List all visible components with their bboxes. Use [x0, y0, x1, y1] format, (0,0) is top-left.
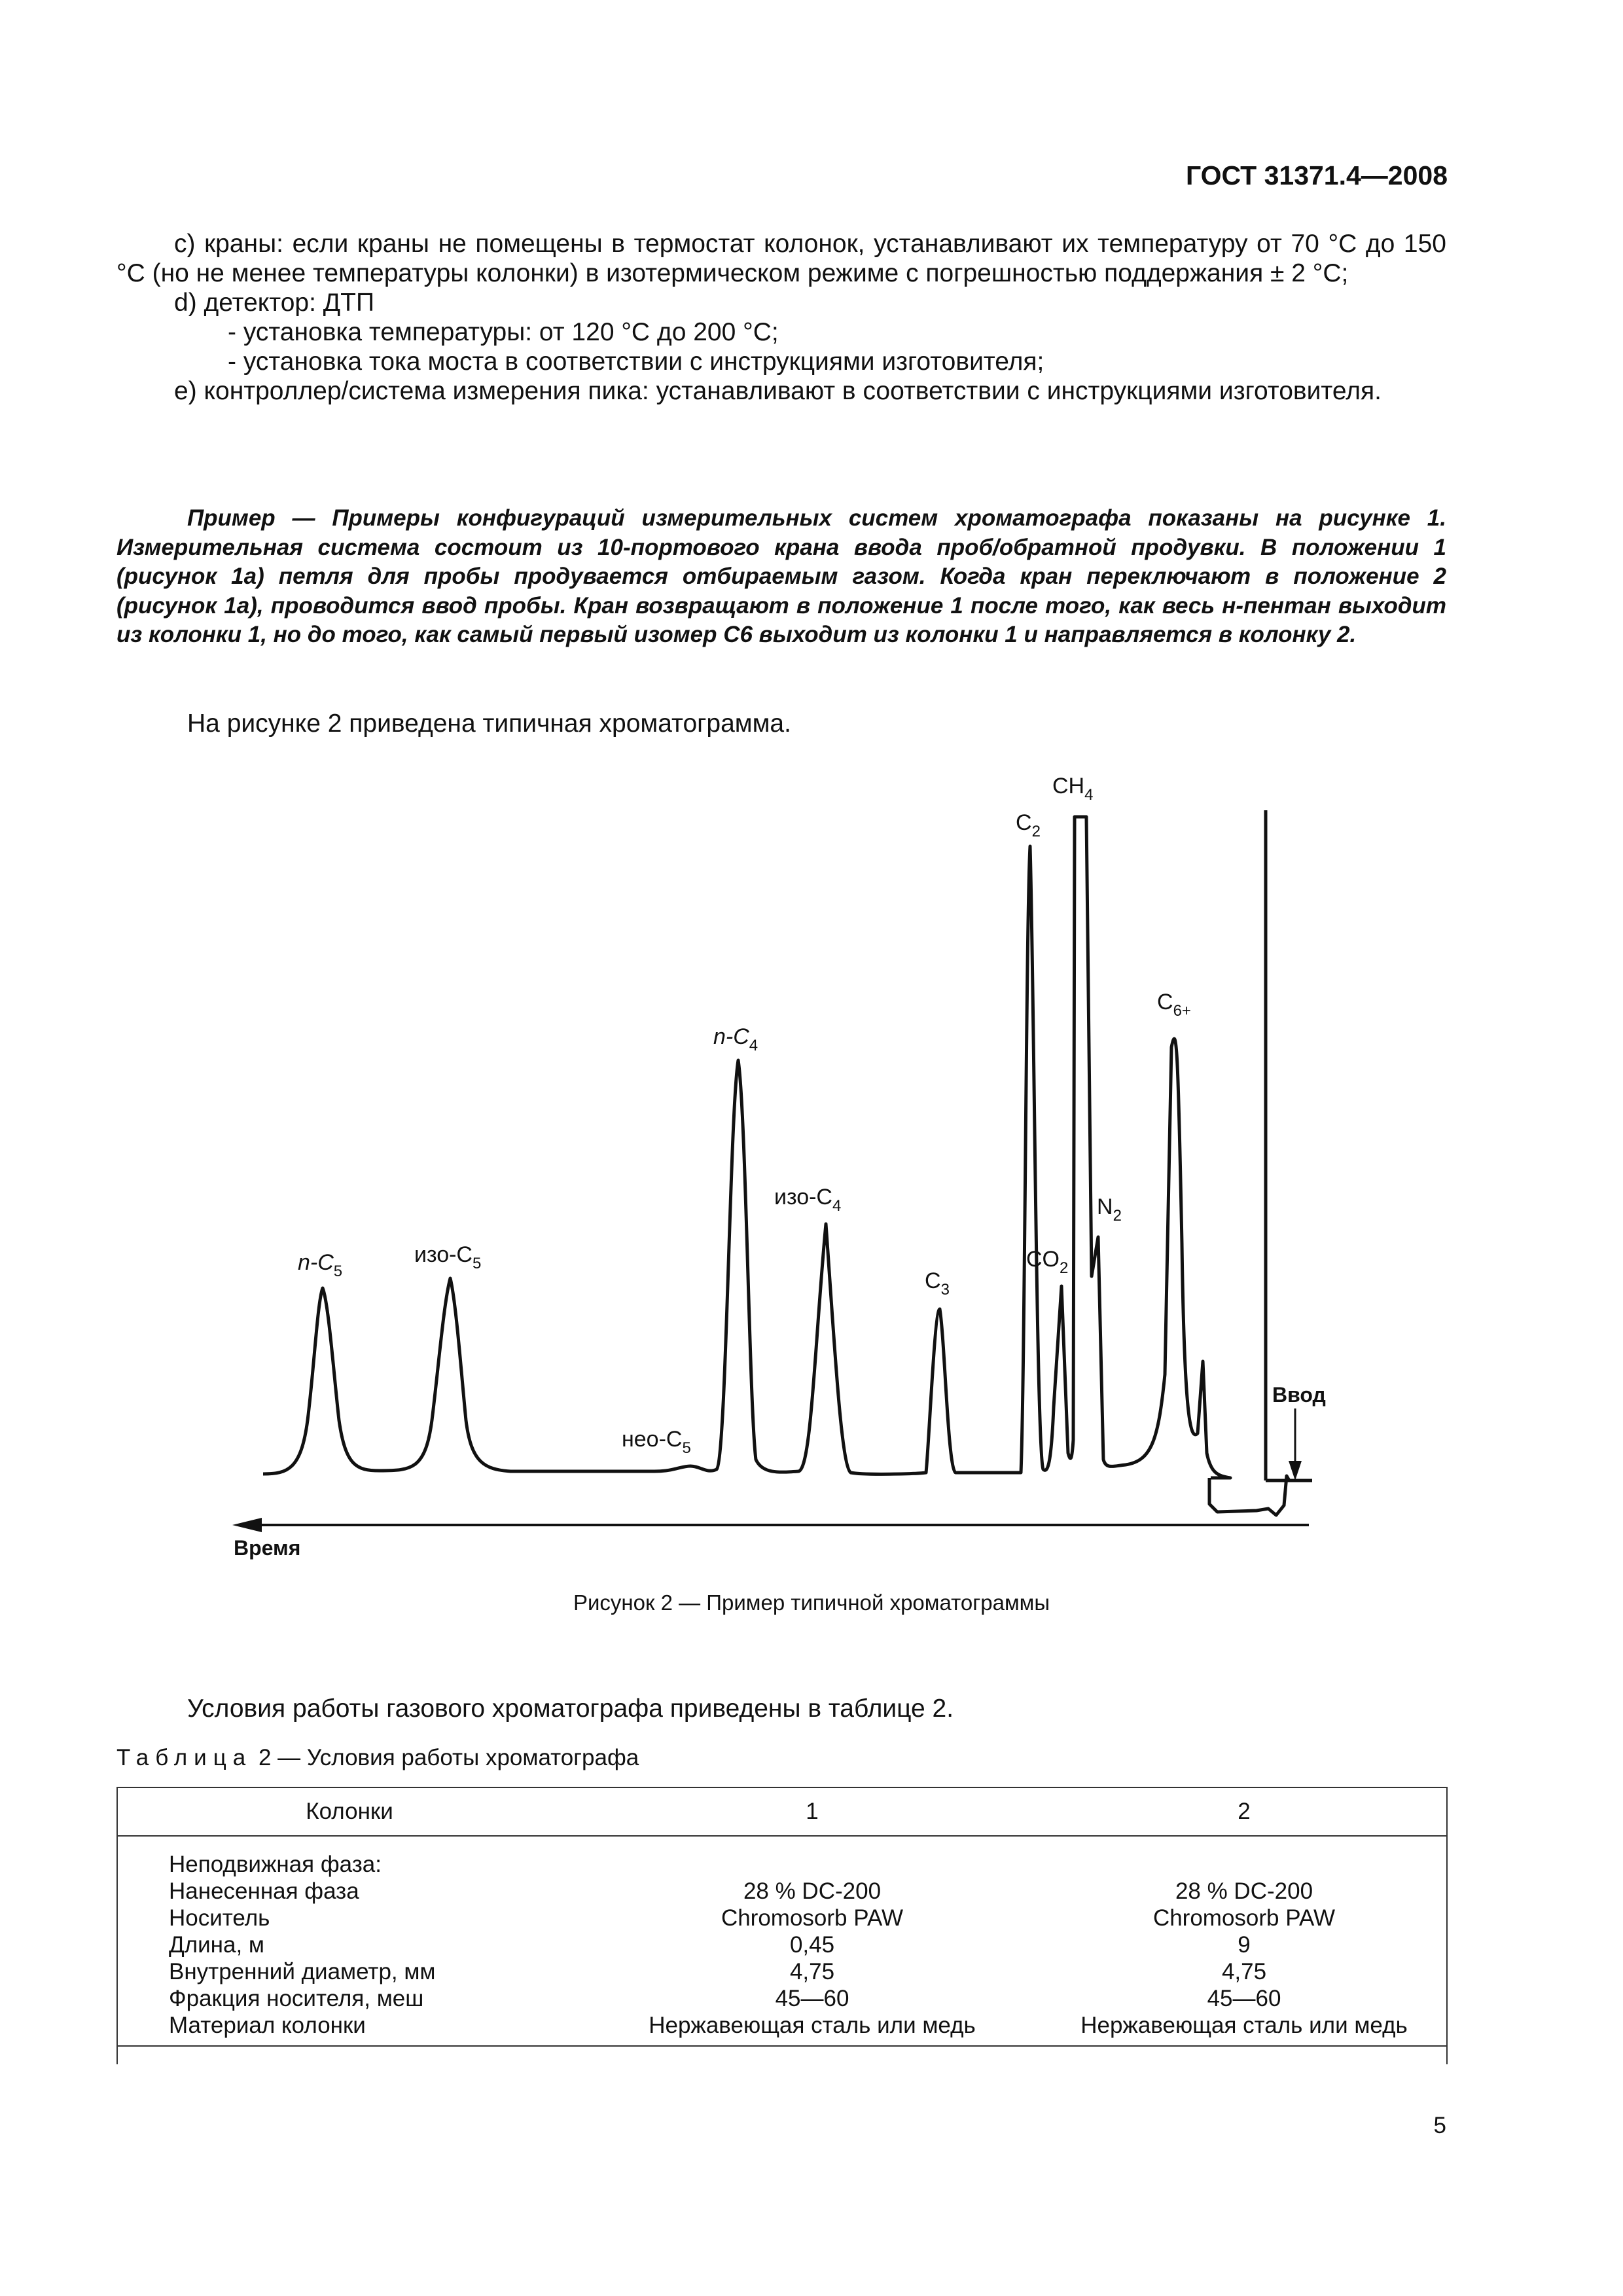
table-title-prefix: Таблица [116, 1745, 253, 1770]
table-title-text: 2 — Условия работы хроматографа [258, 1745, 639, 1770]
column-2-values [1042, 1836, 1446, 2046]
cell-value [1042, 1851, 1446, 1878]
cell-value: 45—60 [1207, 1986, 1281, 2011]
header-column-2: 2 [1042, 1787, 1446, 1836]
cell-value: Chromosorb PAW [721, 1905, 904, 1931]
cell-value: 9 [1238, 1932, 1251, 1958]
table-intro: Условия работы газового хроматографа приведены в таблице 2. [187, 1695, 954, 1723]
cell-value: 28 % DC-200 [1175, 1878, 1313, 1904]
header-columns: Колонки [116, 1787, 582, 1836]
table-header-row [116, 1787, 1446, 1836]
cell-value: Chromosorb PAW [1152, 1905, 1336, 1931]
peak-label-iso-c5: изо-$C_5$ [414, 1242, 482, 1272]
page-number: 5 [1433, 2113, 1446, 2138]
item-d1: - установка температуры: от 120 °С до 200 °С; [228, 318, 779, 346]
param-name: Нанесенная фаза [169, 1878, 359, 1904]
conditions-table [116, 1787, 1446, 2047]
inject-label: Ввод [1272, 1383, 1326, 1407]
cell-value [582, 1851, 1042, 1878]
table-title [116, 1745, 639, 1771]
peak-label-neo-c5: нео-$C_5$ [622, 1427, 691, 1457]
cell-value: 28 % DC-200 [743, 1878, 882, 1904]
cell-value: 4,75 [789, 1959, 835, 1984]
table-row [116, 1836, 1446, 2046]
param-name: Материал колонки [169, 2013, 366, 2038]
param-name: Фракция носителя, меш [169, 1986, 424, 2011]
peak-label-co2: $CO_2$ [1026, 1247, 1069, 1277]
peak-label-c6plus: $C_{6+}$ [1157, 990, 1191, 1020]
column-1-values [582, 1836, 1042, 2046]
item-d: d) детектор: ДТП [174, 289, 375, 317]
param-name: Длина, м [169, 1932, 264, 1958]
param-names [116, 1836, 582, 2046]
cell-value: Нержавеющая сталь или медь [649, 2013, 976, 2038]
peak-label-iso-c4: изо-$C_4$ [774, 1185, 842, 1215]
peak-label-n-c5: $n-C_5$ [298, 1250, 343, 1280]
item-e: e) контроллер/система измерения пика: устанавливают в соответствии с инструкциями изготовителя. [174, 377, 1382, 405]
header-column-1: 1 [582, 1787, 1042, 1836]
peak-label-c3: $C_3$ [925, 1268, 950, 1299]
figure-intro: На рисунке 2 приведена типичная хроматограмма. [187, 709, 791, 738]
item-c: c) краны: если краны не помещены в термостат колонок, устанавливают их температуру от 70 °С до 150 °С (но не менее температуры колонки) в изотермическом режиме с погрешностью поддержания ± 2 °С; [116, 230, 1446, 287]
peak-label-n-c4: $n-C_4$ [713, 1024, 758, 1054]
cell-value: 0,45 [789, 1932, 835, 1958]
item-d2: - установка тока моста в соответствии с инструкциями изготовителя; [228, 348, 1044, 376]
document-header: ГОСТ 31371.4—2008 [1185, 160, 1448, 190]
example-note: Пример — Примеры конфигураций измерительных систем хроматографа показаны на рисунке 1. Измерительная система состоит из 10-портового крана ввода проб/обратной продувки. В положении 1 (рисунок 1а) петля для пробы продувается отбираемым газом. Когда кран переключают в положение 2 (рисунок 1а), проводится ввод пробы. Кран возвращают в положение 1 после того, как весь н-пентан выходит из колонки 1, но до того, как самый первый изомер C6 выходит из колонки 1 и направляется в колонку 2. [116, 505, 1446, 647]
param-name: Внутренний диаметр, мм [169, 1959, 436, 1984]
figure-caption: Рисунок 2 — Пример типичной хроматограммы [573, 1590, 1050, 1615]
time-axis-label: Время [234, 1536, 301, 1560]
peak-label-n2: $N_2$ [1097, 1194, 1122, 1225]
peak-label-c2: $C_2$ [1016, 810, 1041, 840]
param-name: Носитель [169, 1905, 270, 1931]
cell-value: Нержавеющая сталь или медь [1080, 2013, 1408, 2038]
chromatogram-trace [263, 817, 1230, 1478]
cell-value: 4,75 [1221, 1959, 1267, 1984]
peak-label-ch4: $CH_4$ [1052, 774, 1094, 804]
param-name: Неподвижная фаза: [169, 1852, 382, 1877]
cell-value: 45—60 [775, 1986, 849, 2011]
